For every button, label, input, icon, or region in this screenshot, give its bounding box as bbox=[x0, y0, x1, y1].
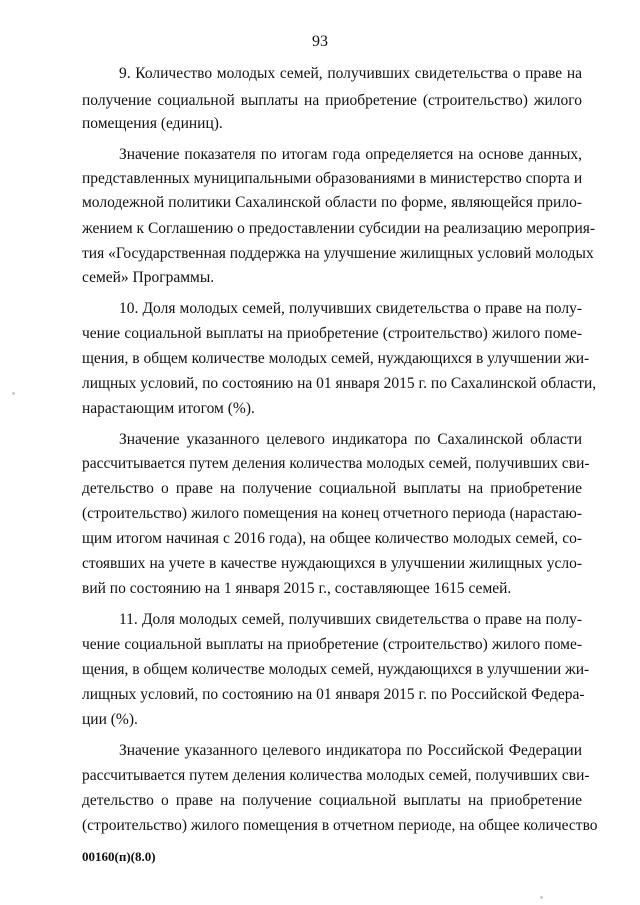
paragraph-line: стоявших на учете в качестве нуждающихся в улучшении жилищных усло- bbox=[82, 555, 582, 572]
paragraph-line: детельство о праве на получение социальной выплаты на приобретение bbox=[82, 792, 582, 809]
paragraph-line: рассчитывается путем деления количества молодых семей, получивших сви- bbox=[82, 767, 590, 784]
footer-code: 00160(п)(8.0) bbox=[82, 849, 156, 864]
paragraph-line: детельство о праве на получение социальной выплаты на приобретение bbox=[82, 480, 582, 497]
page-number: 93 bbox=[312, 33, 328, 50]
paragraph-line: вий по состоянию на 1 января 2015 г., составляющее 1615 семей. bbox=[82, 580, 512, 597]
paragraph-line: щения, в общем количестве молодых семей, нуждающихся в улучшении жи- bbox=[82, 350, 590, 367]
paragraph-line: щим итогом начиная с 2016 года), на общее количество молодых семей, со- bbox=[82, 530, 582, 547]
paragraph-line: Значение указанного целевого индикатора по Российской Федерации bbox=[119, 742, 582, 759]
paragraph-line: 11. Доля молодых семей, получивших свидетельства о праве на полу- bbox=[119, 611, 582, 628]
scan-speck bbox=[540, 896, 543, 899]
scan-speck bbox=[12, 392, 15, 395]
paragraph-line: 10. Доля молодых семей, получивших свидетельства о праве на полу- bbox=[119, 300, 582, 317]
paragraph-line: представленных муниципальными образованиями в министерство спорта и bbox=[82, 170, 583, 187]
paragraph-line: рассчитывается путем деления количества молодых семей, получивших сви- bbox=[82, 455, 590, 472]
paragraph-line: Значение показателя по итогам года определяется на основе данных, bbox=[119, 146, 582, 163]
paragraph-line: лищных условий, по состоянию на 01 января 2015 г. по Сахалинской области, bbox=[82, 375, 597, 392]
paragraph-line: жением к Соглашению о предоставлении субсидии на реализацию мероприя- bbox=[82, 220, 596, 237]
paragraph-line: ции (%). bbox=[82, 711, 138, 728]
paragraph-line: 9. Количество молодых семей, получивших свидетельства о праве на bbox=[119, 65, 582, 82]
paragraph-line: щения, в общем количестве молодых семей, нуждающихся в улучшении жи- bbox=[82, 661, 590, 678]
paragraph-line: семей» Программы. bbox=[82, 269, 215, 286]
paragraph-line: молодежной политики Сахалинской области по форме, являющейся прило- bbox=[82, 194, 582, 211]
paragraph-line: Значение указанного целевого индикатора по Сахалинской области bbox=[119, 431, 582, 448]
paragraph-line: (строительство) жилого помещения в отчетном периоде, на общее количество bbox=[82, 817, 598, 834]
paragraph-line: (строительство) жилого помещения на конец отчетного периода (нарастаю- bbox=[82, 505, 582, 522]
paragraph-line: тия «Государственная поддержка на улучшение жилищных условий молодых bbox=[82, 245, 594, 262]
paragraph-line: получение социальной выплаты на приобретение (строительство) жилого bbox=[82, 92, 582, 109]
paragraph-line: лищных условий, по состоянию на 01 января 2015 г. по Российской Федера- bbox=[82, 686, 585, 703]
paragraph-line: помещения (единиц). bbox=[82, 115, 223, 132]
paragraph-line: нарастающим итогом (%). bbox=[82, 400, 255, 417]
paragraph-line: чение социальной выплаты на приобретение (строительство) жилого поме- bbox=[82, 636, 582, 653]
paragraph-line: чение социальной выплаты на приобретение (строительство) жилого поме- bbox=[82, 325, 582, 342]
